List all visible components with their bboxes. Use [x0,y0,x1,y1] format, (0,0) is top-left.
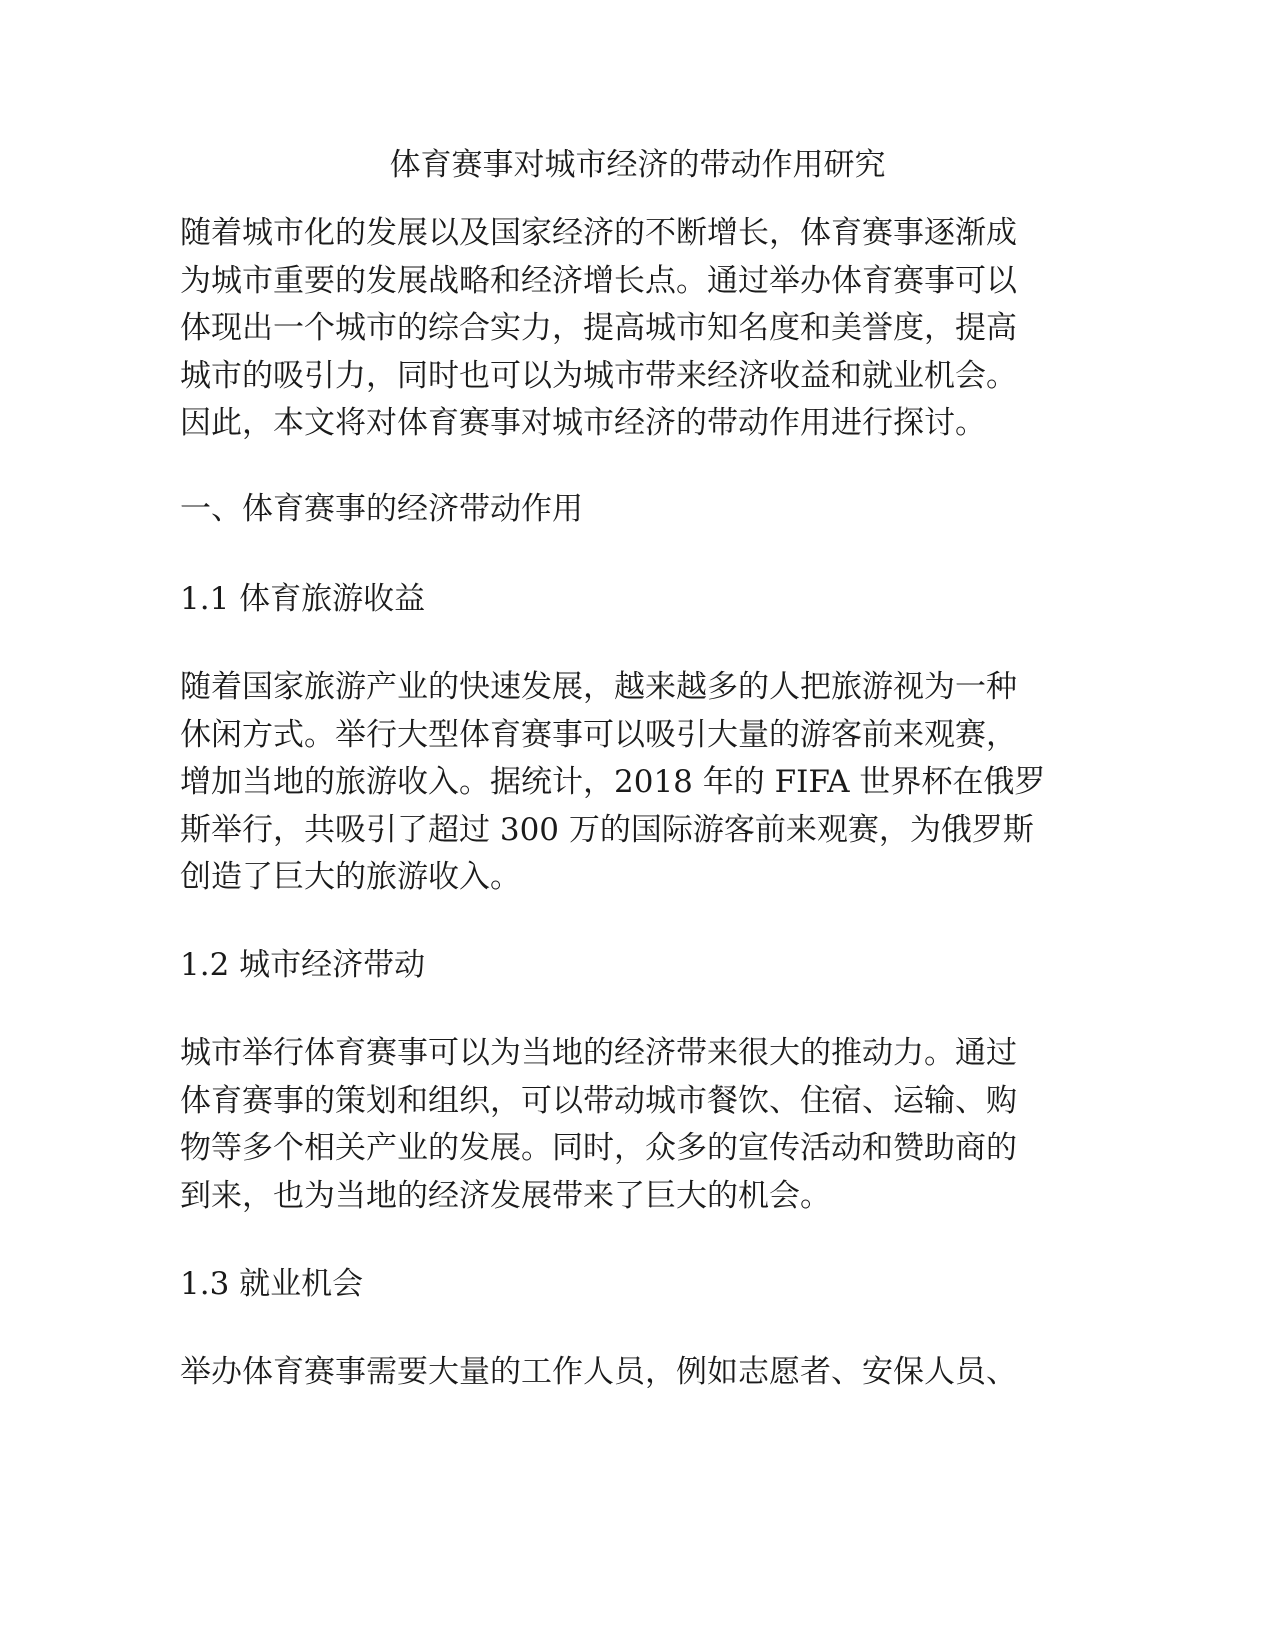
text-line: 举办体育赛事需要大量的工作人员，例如志愿者、安保人员、 [180,1354,1017,1390]
document-title: 体育赛事对城市经济的带动作用研究 [389,147,886,183]
text-line: 城市的吸引力，同时也可以为城市带来经济收益和就业机会。 [180,357,1017,394]
text-line: 城市举行体育赛事可以为当地的经济带来很大的推动力。通过 [180,1035,1017,1071]
text-line: 随着国家旅游产业的快速发展，越来越多的人把旅游视为一种 [180,669,1017,705]
text-line: 到来，也为当地的经济发展带来了巨大的机会。 [180,1177,831,1214]
subsection-heading-1-3: 1.3 就业机会 [180,1266,364,1302]
text-line: 因此，本文将对体育赛事对城市经济的带动作用进行探讨。 [180,405,986,441]
text-line: 物等多个相关产业的发展。同时，众多的宣传活动和赞助商的 [180,1130,1017,1166]
text-line: 增加当地的旅游收入。据统计，2018 年的 FIFA 世界杯在俄罗 [180,764,1046,800]
text-line: 休闲方式。举行大型体育赛事可以吸引大量的游客前来观赛， [180,716,1017,753]
text-line: 体育赛事的策划和组织，可以带动城市餐饮、住宿、运输、购 [180,1082,1017,1119]
subsection-heading-1-2: 1.2 城市经济带动 [180,947,426,983]
intro-paragraph [180,210,1080,448]
paragraph-1-3 [180,1349,1080,1397]
text-line: 为城市重要的发展战略和经济增长点。通过举办体育赛事可以 [180,262,1017,299]
paragraph-1-2 [180,1030,1080,1220]
text-line: 随着城市化的发展以及国家经济的不断增长，体育赛事逐渐成 [180,215,1017,251]
text-line: 创造了巨大的旅游收入。 [180,859,521,895]
paragraph-1-1 [180,664,1080,902]
text-line: 斯举行，共吸引了超过 300 万的国际游客前来观赛，为俄罗斯 [180,811,1034,848]
subsection-heading-1-1: 1.1 体育旅游收益 [180,581,426,617]
section-heading: 一、体育赛事的经济带动作用 [180,491,583,527]
text-line: 体现出一个城市的综合实力，提高城市知名度和美誉度，提高 [180,310,1017,346]
